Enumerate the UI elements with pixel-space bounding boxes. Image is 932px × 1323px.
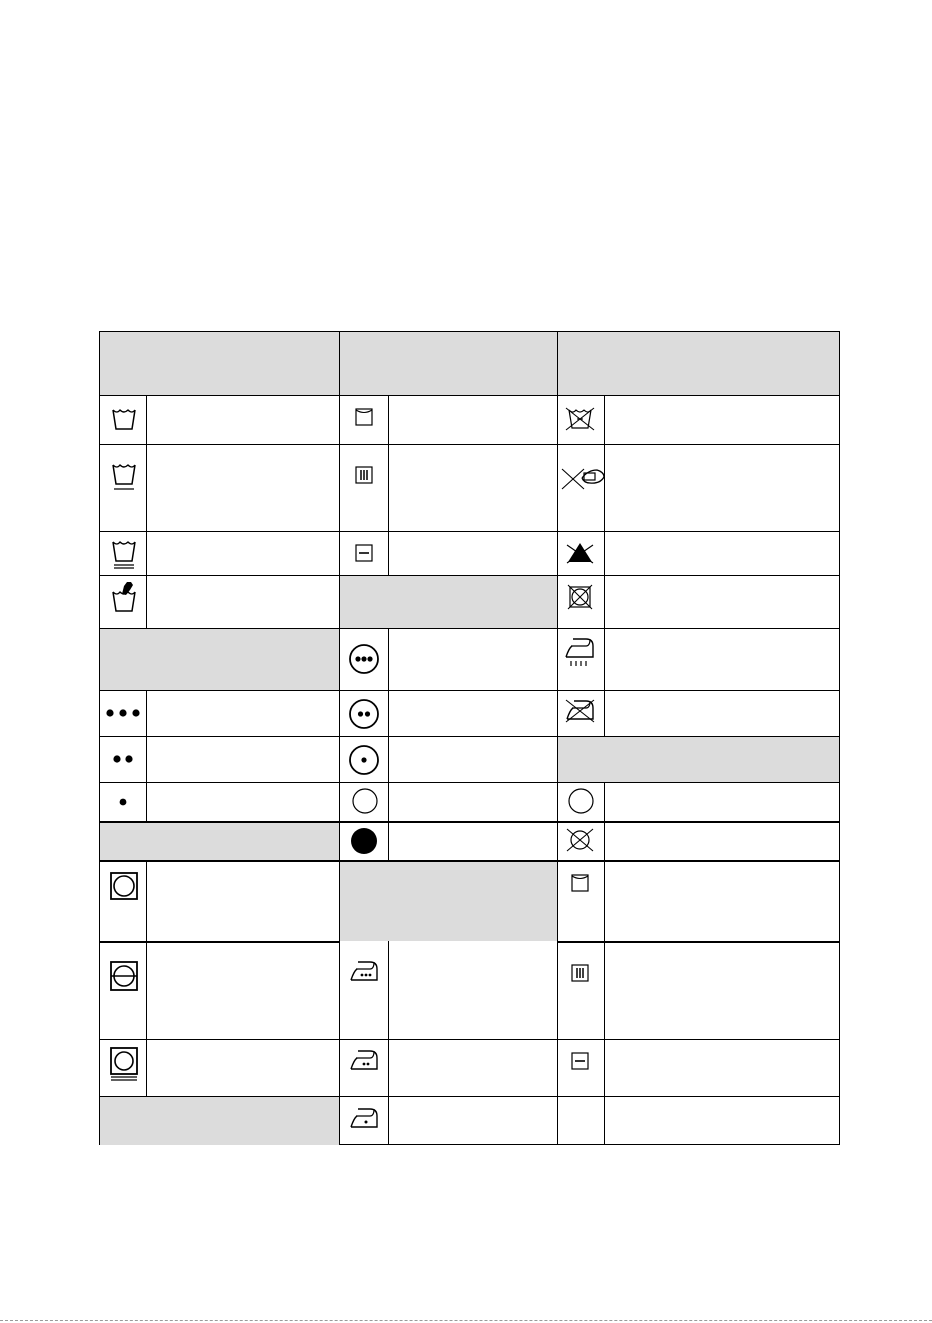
drip-dry-icon-2 xyxy=(571,964,589,982)
section-header-not-allowed xyxy=(557,332,839,395)
iron-three-dots-icon xyxy=(348,959,380,983)
dry-flat-icon xyxy=(355,544,373,562)
iron-one-dot-icon xyxy=(348,1106,380,1130)
section-header-drip xyxy=(100,628,339,690)
tumble-dry-double-bar-icon xyxy=(109,1046,139,1084)
tumble-one-dot-icon xyxy=(348,744,380,776)
section-header-tumble xyxy=(100,822,339,861)
line-dry-icon xyxy=(355,408,373,426)
no-bleach-icon xyxy=(564,541,596,565)
hand-wash-icon xyxy=(110,580,138,614)
care-symbols-table xyxy=(99,331,840,1145)
tumble-no-heat-icon xyxy=(351,787,379,815)
dry-flat-icon-2 xyxy=(571,1052,589,1070)
page-cut-line xyxy=(0,1320,932,1321)
drip-dry-icon xyxy=(355,466,373,484)
line-dry-icon-2 xyxy=(571,874,589,892)
tumble-dry-bar-icon xyxy=(109,960,139,992)
wash-tub-two-bars-icon xyxy=(110,537,138,573)
two-dots-icon xyxy=(100,736,146,782)
section-header-hanging xyxy=(100,1097,339,1145)
one-dot-icon xyxy=(100,782,146,822)
section-header-tumble-drying xyxy=(339,576,557,628)
steam-iron-icon xyxy=(563,636,597,672)
tumble-three-dots-icon xyxy=(348,643,380,675)
section-header-ironing xyxy=(339,861,557,941)
three-dots-icon xyxy=(100,690,146,736)
dry-clean-icon xyxy=(568,788,594,814)
wash-tub-icon xyxy=(110,405,138,433)
no-wash-icon xyxy=(564,405,596,433)
section-header-drying xyxy=(339,332,557,395)
no-dry-clean-icon xyxy=(560,465,606,491)
section-header-dry-cleaning xyxy=(557,737,839,783)
tumble-dry-icon xyxy=(109,871,139,901)
wash-tub-one-bar-icon xyxy=(110,460,138,494)
no-dry-clean-circle-icon xyxy=(564,826,596,854)
iron-two-dots-icon xyxy=(348,1048,380,1072)
no-tumble-dry-icon xyxy=(566,583,594,611)
tumble-two-dots-icon xyxy=(348,698,380,730)
tumble-filled-icon xyxy=(350,827,378,855)
no-iron-icon xyxy=(563,697,597,723)
section-header-washing xyxy=(100,332,339,395)
